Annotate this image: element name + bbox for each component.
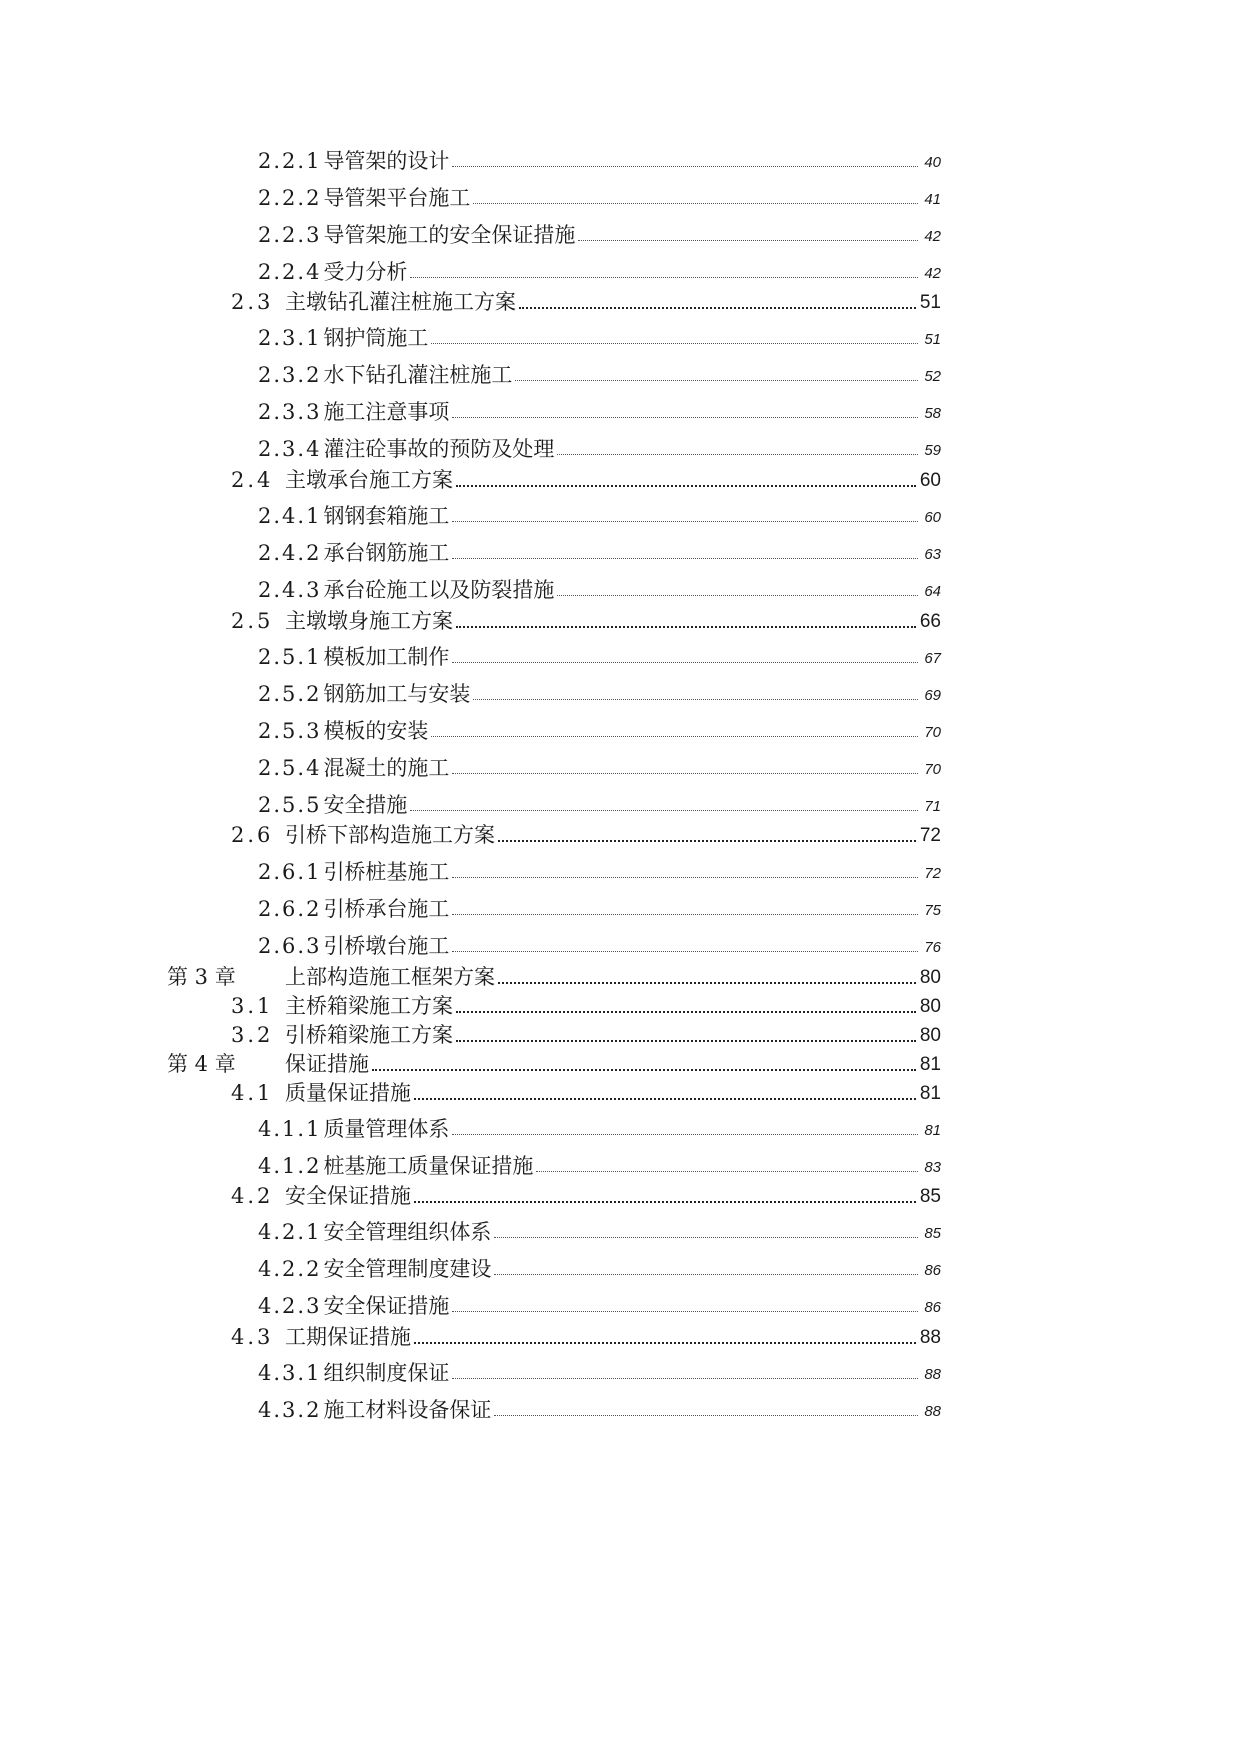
toc-entry-number: 2.4.2 <box>258 541 322 565</box>
toc-entry[interactable] <box>0 1356 941 1384</box>
toc-entry-number: 2.5.5 <box>258 793 322 817</box>
toc-dot-leader <box>414 1201 916 1203</box>
toc-entry-title: 钢钢套箱施工 <box>323 504 450 528</box>
toc-dot-leader <box>557 595 918 596</box>
toc-entry-title: 混凝土的施工 <box>323 756 450 780</box>
toc-entry[interactable] <box>0 218 941 246</box>
toc-entry-page-number: 80 <box>919 1025 941 1046</box>
toc-entry-number: 2.2.4 <box>258 260 322 284</box>
toc-entry-title: 模板加工制作 <box>323 645 450 669</box>
toc-entry[interactable] <box>0 181 941 209</box>
toc-entry-number: 2.3.3 <box>258 400 322 424</box>
toc-entry-title: 主墩钻孔灌注桩施工方案 <box>285 290 516 314</box>
toc-dot-leader <box>372 1069 916 1071</box>
toc-entry-page-number: 88 <box>919 1327 941 1348</box>
toc-entry-number: 2.5.2 <box>258 682 322 706</box>
toc-entry-page-number: 76 <box>924 939 941 956</box>
toc-entry[interactable] <box>0 820 941 846</box>
toc-entry-number: 2.6.3 <box>258 934 322 958</box>
toc-entry[interactable] <box>0 1181 941 1207</box>
toc-entry-number: 4.3.2 <box>258 1398 322 1422</box>
toc-entry-title: 上部构造施工框架方案 <box>285 965 495 989</box>
toc-entry[interactable] <box>0 1289 941 1317</box>
toc-entry-page-number: 85 <box>919 1186 941 1207</box>
toc-entry-page-number: 58 <box>924 405 941 422</box>
toc-entry-title: 受力分析 <box>323 260 408 284</box>
toc-dot-leader <box>456 626 916 628</box>
toc-entry-title: 主桥箱梁施工方案 <box>285 994 453 1018</box>
toc-dot-leader <box>452 914 918 915</box>
toc-entry-number: 2.5.1 <box>258 645 322 669</box>
toc-entry[interactable] <box>0 640 941 668</box>
toc-entry[interactable] <box>0 751 941 779</box>
toc-dot-leader <box>431 343 918 344</box>
toc-entry-page-number: 52 <box>924 368 941 385</box>
toc-entry[interactable] <box>0 1252 941 1280</box>
toc-entry-number: 2.3.2 <box>258 363 322 387</box>
toc-entry-title: 质量管理体系 <box>323 1117 450 1141</box>
toc-entry[interactable] <box>0 1149 941 1177</box>
toc-entry-page-number: 51 <box>919 292 941 313</box>
toc-entry-title: 模板的安装 <box>323 719 429 743</box>
toc-entry[interactable] <box>0 144 941 172</box>
toc-entry-page-number: 42 <box>924 228 941 245</box>
toc-entry-number: 2.3.4 <box>258 437 322 461</box>
toc-entry-number: 4.3 <box>231 1325 274 1349</box>
toc-entry-number: 2.4 <box>231 468 274 492</box>
toc-entry-number: 2.4.3 <box>258 578 322 602</box>
toc-entry-page-number: 80 <box>919 996 941 1017</box>
toc-entry[interactable] <box>0 1322 941 1348</box>
toc-entry-number: 4.3.1 <box>258 1361 322 1385</box>
toc-entry[interactable] <box>0 1393 941 1421</box>
toc-entry-title: 桩基施工质量保证措施 <box>323 1154 534 1178</box>
toc-dot-leader <box>431 736 918 737</box>
toc-entry-page-number: 75 <box>924 902 941 919</box>
toc-entry[interactable] <box>0 991 941 1017</box>
toc-dot-leader <box>456 485 916 487</box>
toc-entry-number: 2.3 <box>231 290 274 314</box>
toc-entry[interactable] <box>0 536 941 564</box>
toc-dot-leader <box>414 1342 916 1344</box>
toc-entry-number: 3.2 <box>231 1023 274 1047</box>
toc-entry-title: 导管架施工的安全保证措施 <box>323 223 576 247</box>
toc-entry-number: 2.4.1 <box>258 504 322 528</box>
toc-entry-page-number: 70 <box>924 761 941 778</box>
toc-dot-leader <box>410 810 918 811</box>
toc-entry-title: 保证措施 <box>285 1052 369 1076</box>
toc-dot-leader <box>452 877 918 878</box>
toc-entry-title: 安全保证措施 <box>285 1184 411 1208</box>
toc-entry-page-number: 66 <box>919 611 941 632</box>
toc-entry-page-number: 81 <box>919 1083 941 1104</box>
toc-entry[interactable] <box>0 255 941 283</box>
toc-entry-number: 第 4 章 <box>167 1052 236 1076</box>
toc-dot-leader <box>452 662 918 663</box>
toc-entry-title: 安全管理制度建设 <box>323 1257 492 1281</box>
toc-dot-leader <box>519 307 916 309</box>
toc-entry[interactable] <box>0 287 941 313</box>
toc-entry-number: 2.6.1 <box>258 860 322 884</box>
toc-entry-number: 3.1 <box>231 994 274 1018</box>
toc-dot-leader <box>515 380 918 381</box>
toc-dot-leader <box>578 240 918 241</box>
toc-dot-leader <box>536 1171 918 1172</box>
toc-entry-title: 安全保证措施 <box>323 1294 450 1318</box>
toc-dot-leader <box>452 1378 918 1379</box>
toc-entry-title: 承台砼施工以及防裂措施 <box>323 578 555 602</box>
toc-entry-title: 引桥承台施工 <box>323 897 450 921</box>
toc-entry-number: 4.2.3 <box>258 1294 322 1318</box>
toc-entry-number: 4.1.2 <box>258 1154 322 1178</box>
toc-entry[interactable] <box>0 1215 941 1243</box>
toc-entry[interactable] <box>0 1078 941 1104</box>
toc-entry[interactable] <box>0 855 941 883</box>
toc-dot-leader <box>414 1098 916 1100</box>
toc-entry[interactable] <box>0 395 941 423</box>
toc-entry[interactable] <box>0 1112 941 1140</box>
toc-entry-title: 水下钻孔灌注桩施工 <box>323 363 513 387</box>
toc-entry-title: 组织制度保证 <box>323 1361 450 1385</box>
toc-entry-title: 安全管理组织体系 <box>323 1220 492 1244</box>
toc-entry-title: 施工材料设备保证 <box>323 1398 492 1422</box>
toc-entry[interactable] <box>0 573 941 601</box>
toc-entry-page-number: 86 <box>924 1299 941 1316</box>
toc-entry-page-number: 60 <box>924 509 941 526</box>
toc-entry-title: 导管架平台施工 <box>323 186 471 210</box>
toc-dot-leader <box>557 454 918 455</box>
toc-entry-page-number: 72 <box>924 865 941 882</box>
toc-entry[interactable] <box>0 892 941 920</box>
toc-entry-page-number: 60 <box>919 470 941 491</box>
toc-entry[interactable] <box>0 1020 941 1046</box>
toc-entry-page-number: 80 <box>919 967 941 988</box>
toc-entry-number: 2.6.2 <box>258 897 322 921</box>
toc-entry[interactable] <box>0 962 941 988</box>
toc-entry[interactable] <box>0 465 941 491</box>
toc-entry-page-number: 88 <box>924 1366 941 1383</box>
toc-entry[interactable] <box>0 321 941 349</box>
toc-entry-page-number: 41 <box>924 191 941 208</box>
toc-entry-title: 施工注意事项 <box>323 400 450 424</box>
toc-entry-title: 钢筋加工与安装 <box>323 682 471 706</box>
toc-entry-page-number: 70 <box>924 724 941 741</box>
toc-entry-page-number: 88 <box>924 1403 941 1420</box>
toc-entry-title: 工期保证措施 <box>285 1325 411 1349</box>
toc-entry-title: 灌注砼事故的预防及处理 <box>323 437 555 461</box>
toc-entry-number: 4.1 <box>231 1081 274 1105</box>
toc-entry-number: 4.2.2 <box>258 1257 322 1281</box>
toc-entry-title: 主墩墩身施工方案 <box>285 609 453 633</box>
toc-dot-leader <box>452 521 918 522</box>
toc-entry-title: 钢护筒施工 <box>323 326 429 350</box>
toc-dot-leader <box>498 982 916 984</box>
toc-entry-title: 引桥箱梁施工方案 <box>285 1023 453 1047</box>
toc-entry-title: 导管架的设计 <box>323 149 450 173</box>
toc-dot-leader <box>456 1040 916 1042</box>
toc-entry-title: 质量保证措施 <box>285 1081 411 1105</box>
toc-dot-leader <box>494 1274 918 1275</box>
toc-entry-number: 2.2.2 <box>258 186 322 210</box>
toc-entry-page-number: 81 <box>924 1122 941 1139</box>
toc-dot-leader <box>452 1311 918 1312</box>
toc-entry-number: 4.1.1 <box>258 1117 322 1141</box>
toc-entry-number: 第 3 章 <box>167 965 236 989</box>
toc-entry-page-number: 64 <box>924 583 941 600</box>
toc-entry-page-number: 71 <box>924 798 941 815</box>
toc-dot-leader <box>452 166 918 167</box>
toc-entry[interactable] <box>0 499 941 527</box>
toc-entry-number: 2.2.1 <box>258 149 322 173</box>
toc-entry[interactable] <box>0 788 941 816</box>
toc-entry-number: 2.5.3 <box>258 719 322 743</box>
toc-entry-page-number: 67 <box>924 650 941 667</box>
toc-entry-number: 4.2.1 <box>258 1220 322 1244</box>
toc-entry-title: 安全措施 <box>323 793 408 817</box>
toc-entry-number: 2.5 <box>231 609 274 633</box>
toc-entry-page-number: 72 <box>919 825 941 846</box>
toc-dot-leader <box>473 203 918 204</box>
toc-dot-leader <box>452 951 918 952</box>
toc-entry-page-number: 83 <box>924 1159 941 1176</box>
toc-entry-title: 主墩承台施工方案 <box>285 468 453 492</box>
toc-entry[interactable] <box>0 714 941 742</box>
toc-dot-leader <box>473 699 918 700</box>
toc-entry-page-number: 81 <box>919 1054 941 1075</box>
toc-dot-leader <box>494 1237 918 1238</box>
toc-entry-page-number: 51 <box>924 331 941 348</box>
toc-entry[interactable] <box>0 929 941 957</box>
toc-entry-number: 2.5.4 <box>258 756 322 780</box>
toc-entry[interactable] <box>0 358 941 386</box>
toc-entry[interactable] <box>0 606 941 632</box>
toc-entry-page-number: 42 <box>924 265 941 282</box>
toc-dot-leader <box>452 417 918 418</box>
toc-entry[interactable] <box>0 1049 941 1075</box>
toc-dot-leader <box>456 1011 916 1013</box>
toc-entry-page-number: 69 <box>924 687 941 704</box>
toc-entry[interactable] <box>0 432 941 460</box>
toc-entry-page-number: 63 <box>924 546 941 563</box>
toc-entry-title: 引桥墩台施工 <box>323 934 450 958</box>
toc-entry-page-number: 40 <box>924 154 941 171</box>
toc-dot-leader <box>452 773 918 774</box>
toc-entry-page-number: 85 <box>924 1225 941 1242</box>
toc-entry-number: 2.6 <box>231 823 274 847</box>
toc-entry-number: 4.2 <box>231 1184 274 1208</box>
toc-dot-leader <box>452 558 918 559</box>
toc-entry-number: 2.2.3 <box>258 223 322 247</box>
toc-entry-number: 2.3.1 <box>258 326 322 350</box>
toc-entry-title: 引桥下部构造施工方案 <box>285 823 495 847</box>
toc-entry-page-number: 59 <box>924 442 941 459</box>
toc-dot-leader <box>410 277 918 278</box>
toc-dot-leader <box>498 840 916 842</box>
toc-entry-title: 引桥桩基施工 <box>323 860 450 884</box>
toc-entry-title: 承台钢筋施工 <box>323 541 450 565</box>
toc-entry-page-number: 86 <box>924 1262 941 1279</box>
toc-entry[interactable] <box>0 677 941 705</box>
toc-dot-leader <box>452 1134 918 1135</box>
toc-dot-leader <box>494 1415 918 1416</box>
